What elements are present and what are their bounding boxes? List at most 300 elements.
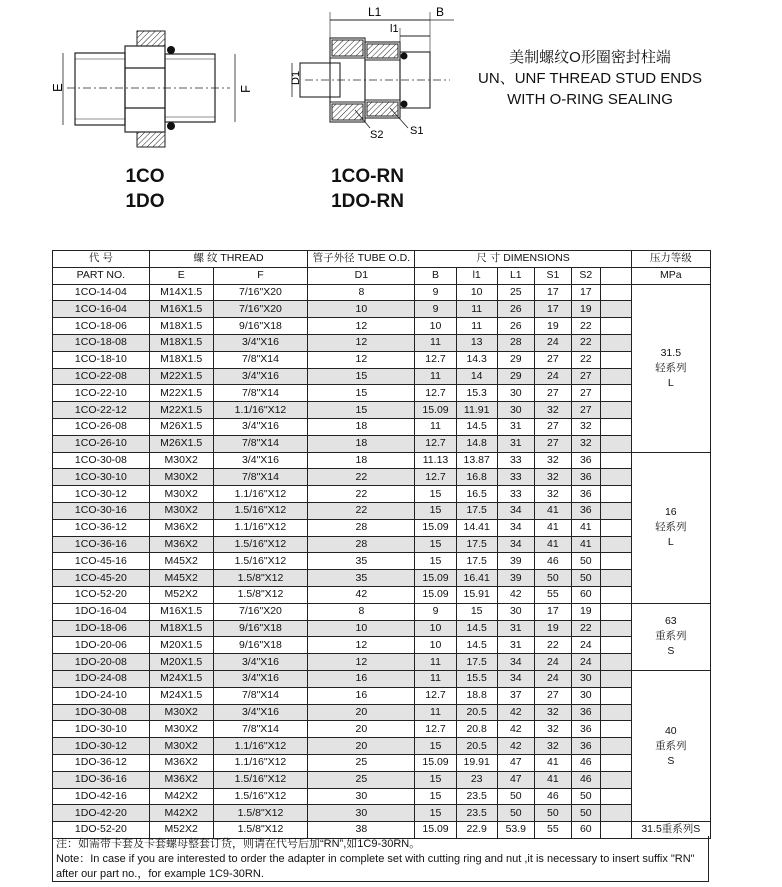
table-cell: 60 (571, 822, 600, 839)
table-cell: 30 (497, 603, 534, 620)
blank-cell (600, 452, 631, 469)
table-row (53, 687, 711, 704)
part-number-cell: 1CO-16-04 (53, 301, 150, 318)
part-number-cell: 1CO-30-16 (53, 502, 150, 519)
table-cell: M36X2 (149, 519, 213, 536)
table-cell: 32 (534, 738, 571, 755)
table-cell: 3/4"X16 (213, 704, 308, 721)
model-label-right (320, 164, 415, 214)
table-cell: 18 (308, 418, 415, 435)
note-cn: 注：如需带卡套及卡套螺母整套订货，则请在代号后加“RN”,如1C9-30RN。 (56, 838, 421, 850)
table-cell: 11.91 (456, 402, 497, 419)
table-cell: 17.5 (456, 654, 497, 671)
table-row (53, 570, 711, 587)
part-number-cell: 1DO-42-20 (53, 805, 150, 822)
table-row (53, 771, 711, 788)
table-cell: M30X2 (149, 452, 213, 469)
table-cell: 12.7 (415, 687, 456, 704)
table-cell: 17.5 (456, 553, 497, 570)
table-cell: 9/16"X18 (213, 637, 308, 654)
part-number-cell: 1DO-36-12 (53, 754, 150, 771)
table-cell: 10 (456, 284, 497, 301)
table-cell: M30X2 (149, 469, 213, 486)
table-cell: 12.7 (415, 351, 456, 368)
table-cell: 9 (415, 603, 456, 620)
table-cell: 14.5 (456, 637, 497, 654)
table-cell: M52X2 (149, 586, 213, 603)
table-cell: 14.3 (456, 351, 497, 368)
part-number-cell: 1CO-52-20 (53, 586, 150, 603)
table-cell: 41 (534, 771, 571, 788)
table-cell: 15 (415, 486, 456, 503)
table-cell: M20X1.5 (149, 654, 213, 671)
table-cell: 17 (571, 284, 600, 301)
pressure-class-line: 63 (664, 615, 677, 628)
table-cell: 9/16"X18 (213, 318, 308, 335)
table-cell: 15.3 (456, 385, 497, 402)
part-number-cell: 1DO-16-04 (53, 603, 150, 620)
blank-cell (600, 704, 631, 721)
table-cell: 33 (497, 452, 534, 469)
table-cell: 14.41 (456, 519, 497, 536)
table-row (53, 670, 711, 687)
stud-end-rn-drawing (270, 0, 480, 145)
pressure-class-line: 重系列 (655, 630, 687, 643)
part-number-cell: 1DO-42-16 (53, 788, 150, 805)
part-number-cell: 1CO-26-08 (53, 418, 150, 435)
table-cell: 22 (308, 469, 415, 486)
table-cell: 10 (415, 318, 456, 335)
blank-cell (600, 754, 631, 771)
table-cell: 30 (497, 402, 534, 419)
table-row (53, 586, 711, 603)
table-row (53, 318, 711, 335)
header-s2: S2 (571, 267, 600, 284)
table-row (53, 486, 711, 503)
table-cell: 15.09 (415, 754, 456, 771)
table-cell: 15 (456, 603, 497, 620)
table-row (53, 334, 711, 351)
table-cell: 11 (415, 670, 456, 687)
blank-cell (600, 788, 631, 805)
table-cell: M18X1.5 (149, 620, 213, 637)
table-cell: 39 (497, 570, 534, 587)
table-cell: 29 (497, 368, 534, 385)
table-cell: 23.5 (456, 788, 497, 805)
pressure-class-line: 16 (664, 506, 677, 519)
table-cell: M26X1.5 (149, 418, 213, 435)
table-row (53, 284, 711, 301)
table-cell: 11 (415, 654, 456, 671)
table-cell: 50 (497, 805, 534, 822)
header-d1: D1 (308, 267, 415, 284)
blank-cell (600, 519, 631, 536)
table-cell: 41 (571, 536, 600, 553)
table-cell: 15 (308, 368, 415, 385)
table-cell: 34 (497, 536, 534, 553)
table-cell: 18.8 (456, 687, 497, 704)
table-cell: 31 (497, 637, 534, 654)
table-cell: 42 (497, 704, 534, 721)
table-cell: 12.7 (415, 435, 456, 452)
header-blank (600, 267, 631, 284)
table-cell: M36X2 (149, 754, 213, 771)
table-cell: 16 (308, 670, 415, 687)
table-cell: 12.7 (415, 721, 456, 738)
table-row (53, 738, 711, 755)
table-cell: 12.7 (415, 469, 456, 486)
blank-cell (600, 603, 631, 620)
table-cell: 14.8 (456, 435, 497, 452)
table-cell: 15 (415, 771, 456, 788)
table-cell: 28 (497, 334, 534, 351)
table-cell: 50 (571, 788, 600, 805)
table-cell: 22 (571, 351, 600, 368)
part-number-cell: 1CO-14-04 (53, 284, 150, 301)
table-cell: 12 (308, 654, 415, 671)
table-cell: 36 (571, 486, 600, 503)
table-cell: 38 (308, 822, 415, 839)
part-number-cell: 1CO-45-20 (53, 570, 150, 587)
dim-label-d1: D1 (290, 70, 302, 85)
table-cell: 8 (308, 284, 415, 301)
header-part-cn: 代 号 (53, 251, 150, 268)
table-cell: 23.5 (456, 805, 497, 822)
table-cell: 11 (415, 418, 456, 435)
table-row (53, 704, 711, 721)
pressure-class-line: 31.5 (660, 346, 682, 359)
table-cell: 15 (415, 502, 456, 519)
table-cell: 42 (497, 586, 534, 603)
blank-cell (600, 654, 631, 671)
table-cell: M18X1.5 (149, 334, 213, 351)
table-cell: M42X2 (149, 805, 213, 822)
table-cell: 53.9 (497, 822, 534, 839)
order-note (52, 836, 709, 882)
pressure-class-cell (631, 452, 710, 603)
table-cell: 55 (534, 586, 571, 603)
table-cell: 19 (571, 301, 600, 318)
table-cell: 24 (534, 368, 571, 385)
table-cell: 7/16"X20 (213, 284, 308, 301)
part-number-cell: 1DO-30-10 (53, 721, 150, 738)
table-cell: M22X1.5 (149, 368, 213, 385)
table-cell: 32 (571, 435, 600, 452)
table-cell: 1.1/16"X12 (213, 519, 308, 536)
table-cell: 36 (571, 721, 600, 738)
table-cell: 29 (497, 351, 534, 368)
pressure-class-cell (631, 603, 710, 670)
table-cell: 27 (534, 385, 571, 402)
table-cell: 10 (308, 620, 415, 637)
table-row (53, 519, 711, 536)
table-cell: M22X1.5 (149, 402, 213, 419)
table-cell: 50 (571, 553, 600, 570)
table-cell: M18X1.5 (149, 318, 213, 335)
table-row (53, 536, 711, 553)
table-cell: 50 (571, 805, 600, 822)
table-cell: 35 (308, 570, 415, 587)
table-cell: M20X1.5 (149, 637, 213, 654)
table-cell: 15.09 (415, 519, 456, 536)
table-cell: 7/8"X14 (213, 469, 308, 486)
table-cell: 7/16"X20 (213, 301, 308, 318)
table-cell: M36X2 (149, 771, 213, 788)
table-row (53, 654, 711, 671)
dim-label-e: E (50, 83, 65, 92)
pressure-class-cell (631, 284, 710, 452)
part-number-cell: 1CO-30-12 (53, 486, 150, 503)
table-cell: 22 (308, 502, 415, 519)
table-cell: 15 (308, 402, 415, 419)
table-cell: 22 (571, 334, 600, 351)
table-cell: 20 (308, 738, 415, 755)
table-cell: 28 (308, 519, 415, 536)
table-cell: 20.8 (456, 721, 497, 738)
header-dimensions: 尺 寸 DIMENSIONS (415, 251, 631, 268)
header-thread: 螺 纹 THREAD (149, 251, 308, 268)
pressure-class-line: 40 (664, 724, 677, 737)
table-cell: 1.5/16"X12 (213, 536, 308, 553)
blank-cell (600, 687, 631, 704)
table-cell: M30X2 (149, 486, 213, 503)
part-number-cell: 1CO-30-08 (53, 452, 150, 469)
table-cell: 10 (415, 637, 456, 654)
table-cell: 1.5/8"X12 (213, 805, 308, 822)
title-en-line2: WITH O-RING SEALING (507, 91, 673, 108)
table-cell: 22 (571, 318, 600, 335)
table-cell: 3/4"X16 (213, 654, 308, 671)
table-cell: 15 (308, 385, 415, 402)
table-cell: 1.5/16"X12 (213, 553, 308, 570)
table-cell: 27 (571, 385, 600, 402)
table-cell: 23 (456, 771, 497, 788)
table-cell: 27 (534, 351, 571, 368)
part-number-cell: 1DO-52-20 (53, 822, 150, 839)
table-cell: 20.5 (456, 704, 497, 721)
table-cell: 41 (534, 502, 571, 519)
table-cell: 22 (534, 637, 571, 654)
table-cell: 7/8"X14 (213, 351, 308, 368)
table-cell: 1.1/16"X12 (213, 486, 308, 503)
table-cell: 16.8 (456, 469, 497, 486)
header-tube: 管子外径 TUBE O.D. (308, 251, 415, 268)
table-cell: 15 (415, 553, 456, 570)
table-cell: M30X2 (149, 738, 213, 755)
table-cell: 1.1/16"X12 (213, 402, 308, 419)
table-cell: 34 (497, 670, 534, 687)
table-cell: 22.9 (456, 822, 497, 839)
table-cell: M22X1.5 (149, 385, 213, 402)
pressure-class-line: 重系列 (655, 739, 687, 752)
stud-end-drawing (45, 28, 260, 153)
table-cell: M18X1.5 (149, 351, 213, 368)
table-cell: M26X1.5 (149, 435, 213, 452)
pressure-class-cell (631, 670, 710, 821)
table-row (53, 620, 711, 637)
blank-cell (600, 318, 631, 335)
part-number-cell: 1CO-45-16 (53, 553, 150, 570)
table-cell: 11 (415, 334, 456, 351)
table-cell: 24 (534, 670, 571, 687)
table-cell: 1.5/8"X12 (213, 570, 308, 587)
table-cell: 14 (456, 368, 497, 385)
blank-cell (600, 620, 631, 637)
table-cell: 25 (308, 771, 415, 788)
model-1do: 1DO (125, 191, 165, 212)
table-cell: 12 (308, 351, 415, 368)
table-cell: 14.5 (456, 620, 497, 637)
table-cell: 30 (571, 687, 600, 704)
table-cell: 17.5 (456, 536, 497, 553)
table-cell: 15 (415, 788, 456, 805)
table-cell: 12 (308, 637, 415, 654)
part-number-cell: 1CO-30-10 (53, 469, 150, 486)
table-cell: 46 (571, 754, 600, 771)
model-1co-rn: 1CO-RN (331, 166, 404, 187)
table-cell: 32 (534, 469, 571, 486)
table-cell: M42X2 (149, 788, 213, 805)
part-number-cell: 1CO-36-12 (53, 519, 150, 536)
table-cell: 34 (497, 502, 534, 519)
table-row (53, 469, 711, 486)
table-cell: 3/4"X16 (213, 670, 308, 687)
blank-cell (600, 284, 631, 301)
part-number-cell: 1CO-22-08 (53, 368, 150, 385)
table-cell: 24 (534, 654, 571, 671)
part-number-cell: 1CO-18-06 (53, 318, 150, 335)
spec-table (52, 250, 711, 839)
table-cell: 34 (497, 519, 534, 536)
table-cell: 24 (571, 637, 600, 654)
table-cell: 11.13 (415, 452, 456, 469)
blank-cell (600, 368, 631, 385)
table-cell: 20 (308, 721, 415, 738)
table-cell: 1.5/8"X12 (213, 822, 308, 839)
table-row (53, 402, 711, 419)
table-cell: 1.5/8"X12 (213, 586, 308, 603)
table-cell: 32 (534, 721, 571, 738)
table-cell: 11 (456, 318, 497, 335)
table-cell: 41 (534, 536, 571, 553)
table-cell: 20 (308, 704, 415, 721)
model-label-left (110, 164, 180, 214)
table-cell: M16X1.5 (149, 603, 213, 620)
pressure-class-line: S (667, 754, 675, 767)
table-cell: 24 (571, 654, 600, 671)
table-cell: 3/4"X16 (213, 368, 308, 385)
table-cell: 19 (534, 620, 571, 637)
table-cell: 30 (571, 670, 600, 687)
pressure-class-line: 31.5重系列S (641, 823, 701, 836)
table-cell: 15.09 (415, 570, 456, 587)
table-cell: M24X1.5 (149, 670, 213, 687)
table-cell: 15.09 (415, 822, 456, 839)
blank-cell (600, 301, 631, 318)
table-row (53, 452, 711, 469)
table-cell: 19.91 (456, 754, 497, 771)
table-cell: 50 (534, 570, 571, 587)
table-cell: 3/4"X16 (213, 334, 308, 351)
dim-label-s2: S2 (370, 129, 384, 141)
table-cell: M24X1.5 (149, 687, 213, 704)
table-cell: 42 (308, 586, 415, 603)
table-cell: 10 (415, 620, 456, 637)
table-cell: 12 (308, 318, 415, 335)
header-part-en: PART NO. (53, 267, 150, 284)
part-number-cell: 1DO-30-08 (53, 704, 150, 721)
blank-cell (600, 553, 631, 570)
table-cell: 55 (534, 822, 571, 839)
table-cell: 46 (534, 553, 571, 570)
table-cell: 37 (497, 687, 534, 704)
table-cell: M52X2 (149, 822, 213, 839)
table-cell: 42 (497, 738, 534, 755)
table-cell: 15 (415, 738, 456, 755)
table-cell: 16.5 (456, 486, 497, 503)
table-cell: 34 (497, 654, 534, 671)
table-cell: 20.5 (456, 738, 497, 755)
table-cell: 50 (497, 788, 534, 805)
blank-cell (600, 469, 631, 486)
blank-cell (600, 771, 631, 788)
header-s1: S1 (534, 267, 571, 284)
table-cell: 11 (415, 368, 456, 385)
header-e: E (149, 267, 213, 284)
table-cell: 17 (534, 603, 571, 620)
table-cell: 31 (497, 418, 534, 435)
dim-label-s1: S1 (410, 125, 424, 137)
table-cell: 11 (456, 301, 497, 318)
header-l1: L1 (497, 267, 534, 284)
table-cell: 32 (534, 402, 571, 419)
table-cell: 17 (534, 301, 571, 318)
table-cell: 47 (497, 771, 534, 788)
table-cell: 22 (571, 620, 600, 637)
table-cell: 3/4"X16 (213, 418, 308, 435)
table-cell: 35 (308, 553, 415, 570)
table-cell: 27 (534, 687, 571, 704)
header-b: B (415, 267, 456, 284)
pressure-class-line: 轻系列 (655, 361, 687, 374)
part-number-cell: 1CO-22-12 (53, 402, 150, 419)
table-cell: 25 (308, 754, 415, 771)
table-row (53, 754, 711, 771)
pressure-class-line: S (667, 645, 675, 658)
table-cell: 7/8"X14 (213, 721, 308, 738)
blank-cell (600, 536, 631, 553)
pressure-class-line: L (667, 536, 674, 549)
table-cell: M30X2 (149, 502, 213, 519)
blank-cell (600, 805, 631, 822)
table-cell: 7/8"X14 (213, 385, 308, 402)
part-number-cell: 1CO-26-10 (53, 435, 150, 452)
part-number-cell: 1DO-24-08 (53, 670, 150, 687)
table-cell: 18 (308, 435, 415, 452)
table-cell: 13.87 (456, 452, 497, 469)
blank-cell (600, 721, 631, 738)
table-cell: 36 (571, 469, 600, 486)
header-l1-small: l1 (456, 267, 497, 284)
table-cell: 7/16"X20 (213, 603, 308, 620)
table-cell: 9/16"X18 (213, 620, 308, 637)
blank-cell (600, 402, 631, 419)
table-row (53, 553, 711, 570)
table-row (53, 603, 711, 620)
table-cell: 8 (308, 603, 415, 620)
table-row (53, 721, 711, 738)
table-cell: 18 (308, 452, 415, 469)
